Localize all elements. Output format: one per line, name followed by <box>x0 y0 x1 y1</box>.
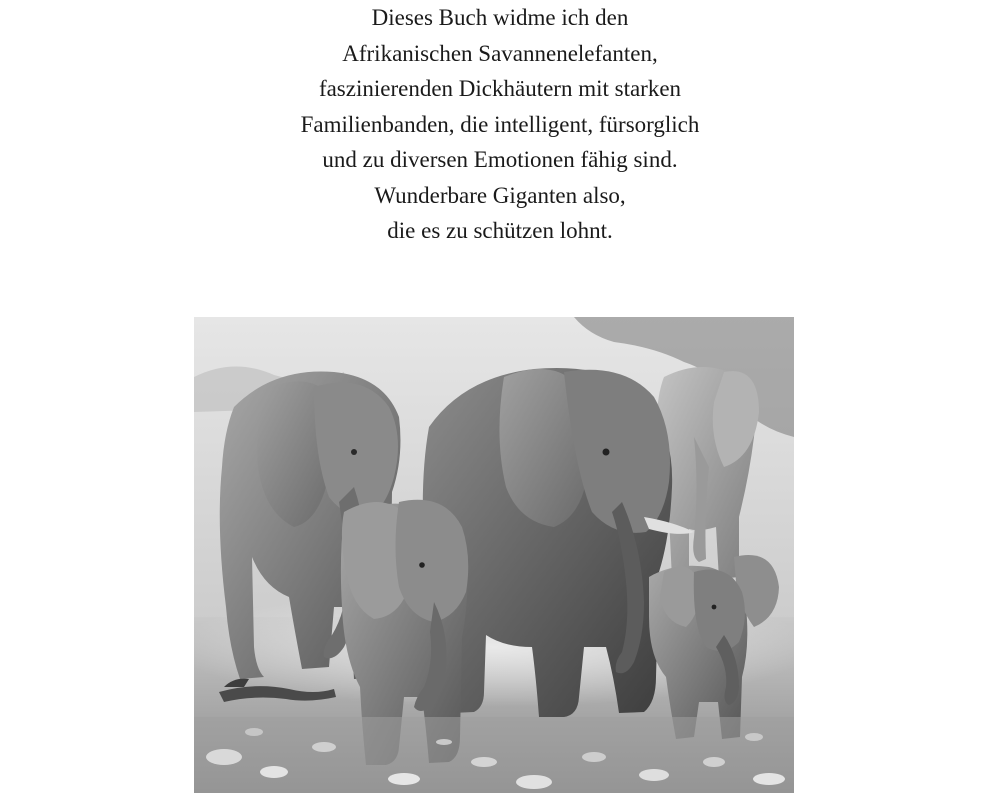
dedication-line-1: Dieses Buch widme ich den <box>371 5 629 30</box>
dedication-line-5: und zu diversen Emotionen fähig sind. <box>322 147 678 172</box>
elephant-herd-illustration <box>194 317 794 793</box>
dedication-text <box>0 0 1000 249</box>
elephant-herd-photo <box>194 317 794 793</box>
dedication-line-2: Afrikanischen Savannenelefanten, <box>342 40 658 66</box>
dedication-line-6: Wunderbare Giganten also, <box>374 182 626 208</box>
dedication-line-7: die es zu schützen lohnt. <box>387 218 613 243</box>
dedication-line-3: faszinierenden Dickhäutern mit starken <box>318 76 682 101</box>
dedication-line-4: Familienbanden, die intelligent, fürsorglich <box>300 111 700 137</box>
